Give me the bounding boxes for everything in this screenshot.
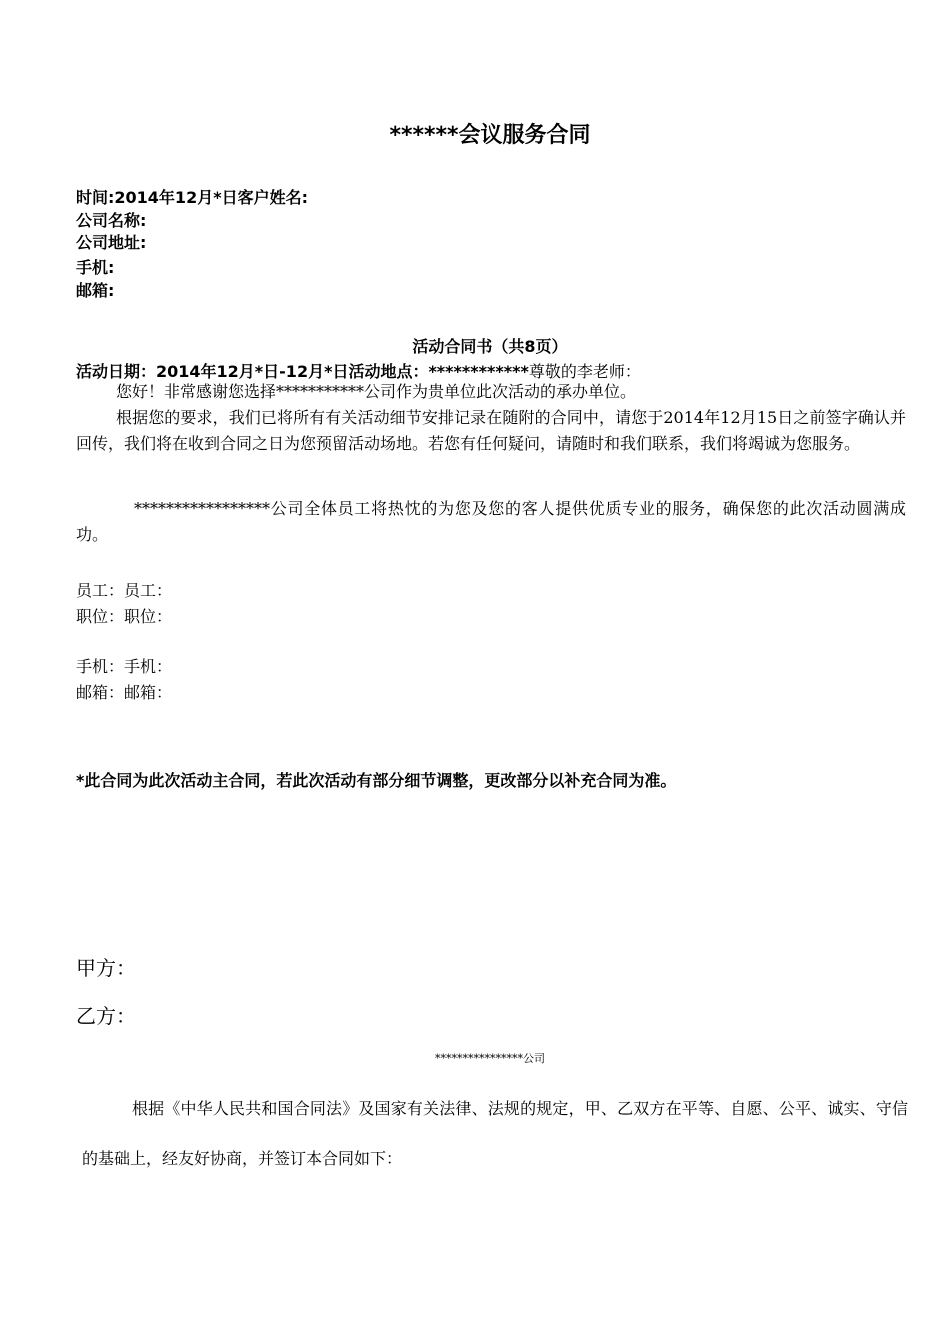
time-customer-line: 时间:2014年12月*日客户姓名: xyxy=(76,188,308,207)
request-paragraph: 根据您的要求，我们已将所有有关活动细节安排记录在随附的合同中，请您于2014年12月15日之前签字确认并回传，我们将在收到合同之日为您预留活动场地。若您有任何疑问，请随时和我们联系，我们将竭诚为您服务。 xyxy=(76,408,906,453)
contract-subtitle: 活动合同书（共8页） xyxy=(412,337,568,356)
staff-line: 员工：员工： xyxy=(76,581,173,600)
greeting-paragraph: 您好！非常感谢您选择***********公司作为贵单位此次活动的承办单位。 xyxy=(116,382,637,401)
email-label: 邮箱: xyxy=(76,281,115,300)
salutation: 尊敬的李老师： xyxy=(528,362,641,381)
phone-label: 手机: xyxy=(76,258,115,277)
party-a-label: 甲方： xyxy=(76,956,136,980)
contact-phone-line: 手机：手机： xyxy=(76,657,173,676)
contact-email-line: 邮箱：邮箱： xyxy=(76,683,173,702)
event-date-location: 活动日期：2014年12月*日-12月*日活动地点：************ xyxy=(76,362,529,381)
company-name-label: 公司名称: xyxy=(76,211,147,230)
document-title: ******会议服务合同 xyxy=(389,123,591,148)
legal-basis-paragraph: 根据《中华人民共和国合同法》及国家有关法律、法规的规定，甲、乙双方在平等、自愿、公平、诚实、守信的基础上，经友好协商，并签订本合同如下： xyxy=(82,1099,908,1168)
service-paragraph: *****************公司全体员工将热忱的为您及您的客人提供优质专业的服务，确保您的此次活动圆满成功。 xyxy=(76,499,906,544)
company-address-label: 公司地址: xyxy=(76,233,147,252)
main-contract-note: *此合同为此次活动主合同，若此次活动有部分细节调整，更改部分以补充合同为准。 xyxy=(76,771,677,790)
company-footer-name: ****************公司 xyxy=(435,1052,545,1065)
position-line: 职位：职位： xyxy=(76,607,173,626)
party-b-label: 乙方： xyxy=(76,1004,136,1028)
